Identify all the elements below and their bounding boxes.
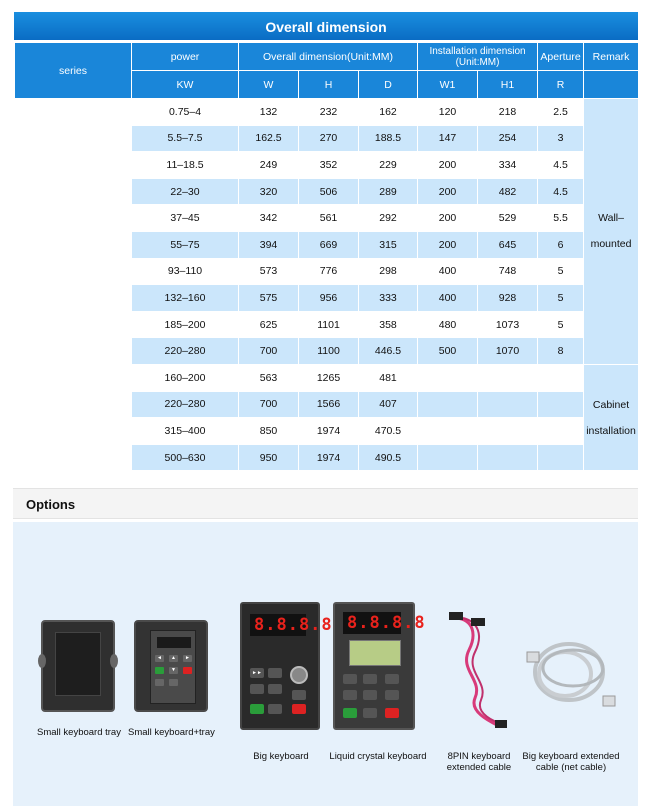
cell-power: 37–45 (132, 205, 239, 232)
cell-power: 160–200 (132, 364, 239, 391)
cell-h: 1974 (299, 418, 359, 445)
cell-power: 220–280 (132, 338, 239, 365)
series-value: 3100 (15, 99, 132, 471)
cell-r-empty (538, 444, 584, 471)
cell-w: 162.5 (239, 125, 299, 152)
cell-h1: 254 (478, 125, 538, 152)
net-cable-label-line2: cable (net cable) (535, 762, 607, 773)
cell-h1: 1073 (478, 311, 538, 338)
cell-w: 342 (239, 205, 299, 232)
remark-cabinet-installation (584, 364, 639, 470)
cell-d: 188.5 (359, 125, 418, 152)
cell-d: 229 (359, 152, 418, 179)
cell-w1: 200 (418, 205, 478, 232)
cell-d: 292 (359, 205, 418, 232)
cell-w: 320 (239, 178, 299, 205)
cell-h: 669 (299, 231, 359, 258)
cell-h1-empty (478, 444, 538, 471)
net-cable-label-line1: Big keyboard extended (522, 751, 620, 762)
cell-r: 6 (538, 231, 584, 258)
cell-d: 490.5 (359, 444, 418, 471)
cell-power: 0.75–4 (132, 99, 239, 126)
cell-h: 1265 (299, 364, 359, 391)
cell-w: 625 (239, 311, 299, 338)
cell-w: 563 (239, 364, 299, 391)
cell-h1-empty (478, 364, 538, 391)
cell-w: 950 (239, 444, 299, 471)
options-title: Options (13, 488, 638, 519)
cell-w1-empty (418, 364, 478, 391)
cell-h: 232 (299, 99, 359, 126)
cell-power: 220–280 (132, 391, 239, 418)
cell-h: 1101 (299, 311, 359, 338)
cell-w: 394 (239, 231, 299, 258)
cell-w: 573 (239, 258, 299, 285)
dimension-table-body (15, 99, 639, 471)
cell-r-empty (538, 391, 584, 418)
cell-r: 2.5 (538, 99, 584, 126)
cell-w1: 200 (418, 152, 478, 179)
cell-r: 5.5 (538, 205, 584, 232)
cell-power: 22–30 (132, 178, 239, 205)
cell-h: 1100 (299, 338, 359, 365)
big-keyboard-led-readout: 8.8.8.8 (254, 615, 333, 635)
dimension-table (14, 42, 639, 471)
cell-h1-empty (478, 391, 538, 418)
cell-power: 5.5–7.5 (132, 125, 239, 152)
cell-h1: 482 (478, 178, 538, 205)
remark-wall-line1: Wall– (598, 212, 624, 225)
liquid-crystal-keyboard-label: Liquid crystal keyboard (329, 751, 427, 762)
cell-power: 185–200 (132, 311, 239, 338)
cell-h: 956 (299, 285, 359, 312)
header-remark: Remark (584, 43, 639, 71)
cell-w1: 500 (418, 338, 478, 365)
small-keyboard-tray-combo-label: Small keyboard+tray (128, 727, 215, 738)
cell-d: 481 (359, 364, 418, 391)
cell-d: 333 (359, 285, 418, 312)
cell-w1: 480 (418, 311, 478, 338)
header-installation-dimension: Installation dimension (Unit:MM) (418, 43, 538, 71)
big-keyboard-label: Big keyboard (253, 751, 309, 762)
cell-w: 575 (239, 285, 299, 312)
remark-wall-mounted (584, 99, 639, 365)
cell-w1: 400 (418, 258, 478, 285)
cell-r: 4.5 (538, 178, 584, 205)
cell-power: 11–18.5 (132, 152, 239, 179)
cell-h1: 928 (478, 285, 538, 312)
cell-w1-empty (418, 391, 478, 418)
cell-r: 4.5 (538, 152, 584, 179)
remark-cabinet-line1: Cabinet (592, 398, 630, 411)
overall-dimension-title: Overall dimension (14, 12, 638, 42)
cell-h: 1974 (299, 444, 359, 471)
cell-power: 500–630 (132, 444, 239, 471)
cell-h: 776 (299, 258, 359, 285)
cell-power: 93–110 (132, 258, 239, 285)
cell-d: 470.5 (359, 418, 418, 445)
cell-d: 315 (359, 231, 418, 258)
cell-h: 352 (299, 152, 359, 179)
small-keyboard-tray-label: Small keyboard tray (37, 727, 121, 738)
cell-w1-empty (418, 444, 478, 471)
cell-r: 5 (538, 285, 584, 312)
cell-w1: 200 (418, 231, 478, 258)
table-header-row (15, 43, 639, 71)
cell-d: 407 (359, 391, 418, 418)
cell-w1-empty (418, 418, 478, 445)
header-d: D (359, 71, 418, 99)
table-row (15, 99, 639, 126)
cell-power: 132–160 (132, 285, 239, 312)
cell-w1: 120 (418, 99, 478, 126)
cell-h1: 1070 (478, 338, 538, 365)
header-remark-blank (584, 71, 639, 99)
remark-cabinet-line2: installation (586, 424, 636, 437)
cell-h1: 748 (478, 258, 538, 285)
cell-r-empty (538, 364, 584, 391)
cell-d: 446.5 (359, 338, 418, 365)
cell-w1: 147 (418, 125, 478, 152)
cell-h: 561 (299, 205, 359, 232)
header-w1: W1 (418, 71, 478, 99)
remark-wall-line2: mounted (590, 238, 632, 251)
8pin-cable-label-line1: 8PIN keyboard (447, 751, 511, 762)
cell-r: 3 (538, 125, 584, 152)
cell-w: 249 (239, 152, 299, 179)
cell-power: 315–400 (132, 418, 239, 445)
header-h1: H1 (478, 71, 538, 99)
header-aperture: Aperture (538, 43, 584, 71)
cell-d: 298 (359, 258, 418, 285)
cell-d: 162 (359, 99, 418, 126)
lcd-keyboard-led-readout: 8.8.8.8 (347, 613, 426, 633)
cell-h1: 529 (478, 205, 538, 232)
8pin-cable-label-line2: extended cable (446, 762, 512, 773)
net-cable-label (521, 751, 621, 773)
header-r: R (538, 71, 584, 99)
cell-d: 358 (359, 311, 418, 338)
cell-h: 1566 (299, 391, 359, 418)
header-w: W (239, 71, 299, 99)
cell-w: 700 (239, 391, 299, 418)
cell-power: 55–75 (132, 231, 239, 258)
options-section (13, 488, 638, 806)
cell-r: 5 (538, 311, 584, 338)
header-h: H (299, 71, 359, 99)
cell-h1: 645 (478, 231, 538, 258)
options-gallery: Small keyboard tray ◄ ▲ ► ▼ Small keyboard+tray 8.8.8.8 ►► Big keyboard 8.8.8.8 Liquid crystal keyboard 8PIN keyboard extended cable Big keyboard extended cable (net cable) (13, 522, 638, 806)
header-series: series (15, 43, 132, 99)
cell-d: 289 (359, 178, 418, 205)
cell-h1: 218 (478, 99, 538, 126)
header-kw: KW (132, 71, 239, 99)
cell-w1: 200 (418, 178, 478, 205)
cell-w: 700 (239, 338, 299, 365)
cell-h1-empty (478, 418, 538, 445)
header-overall-dimension: Overall dimension(Unit:MM) (239, 43, 418, 71)
cell-h: 506 (299, 178, 359, 205)
cell-r: 8 (538, 338, 584, 365)
8pin-cable-label (436, 751, 522, 773)
overall-dimension-section (14, 12, 638, 471)
cell-w: 850 (239, 418, 299, 445)
cell-r: 5 (538, 258, 584, 285)
header-power: power (132, 43, 239, 71)
cell-h1: 334 (478, 152, 538, 179)
cell-w: 132 (239, 99, 299, 126)
cell-h: 270 (299, 125, 359, 152)
cell-r-empty (538, 418, 584, 445)
cell-w1: 400 (418, 285, 478, 312)
